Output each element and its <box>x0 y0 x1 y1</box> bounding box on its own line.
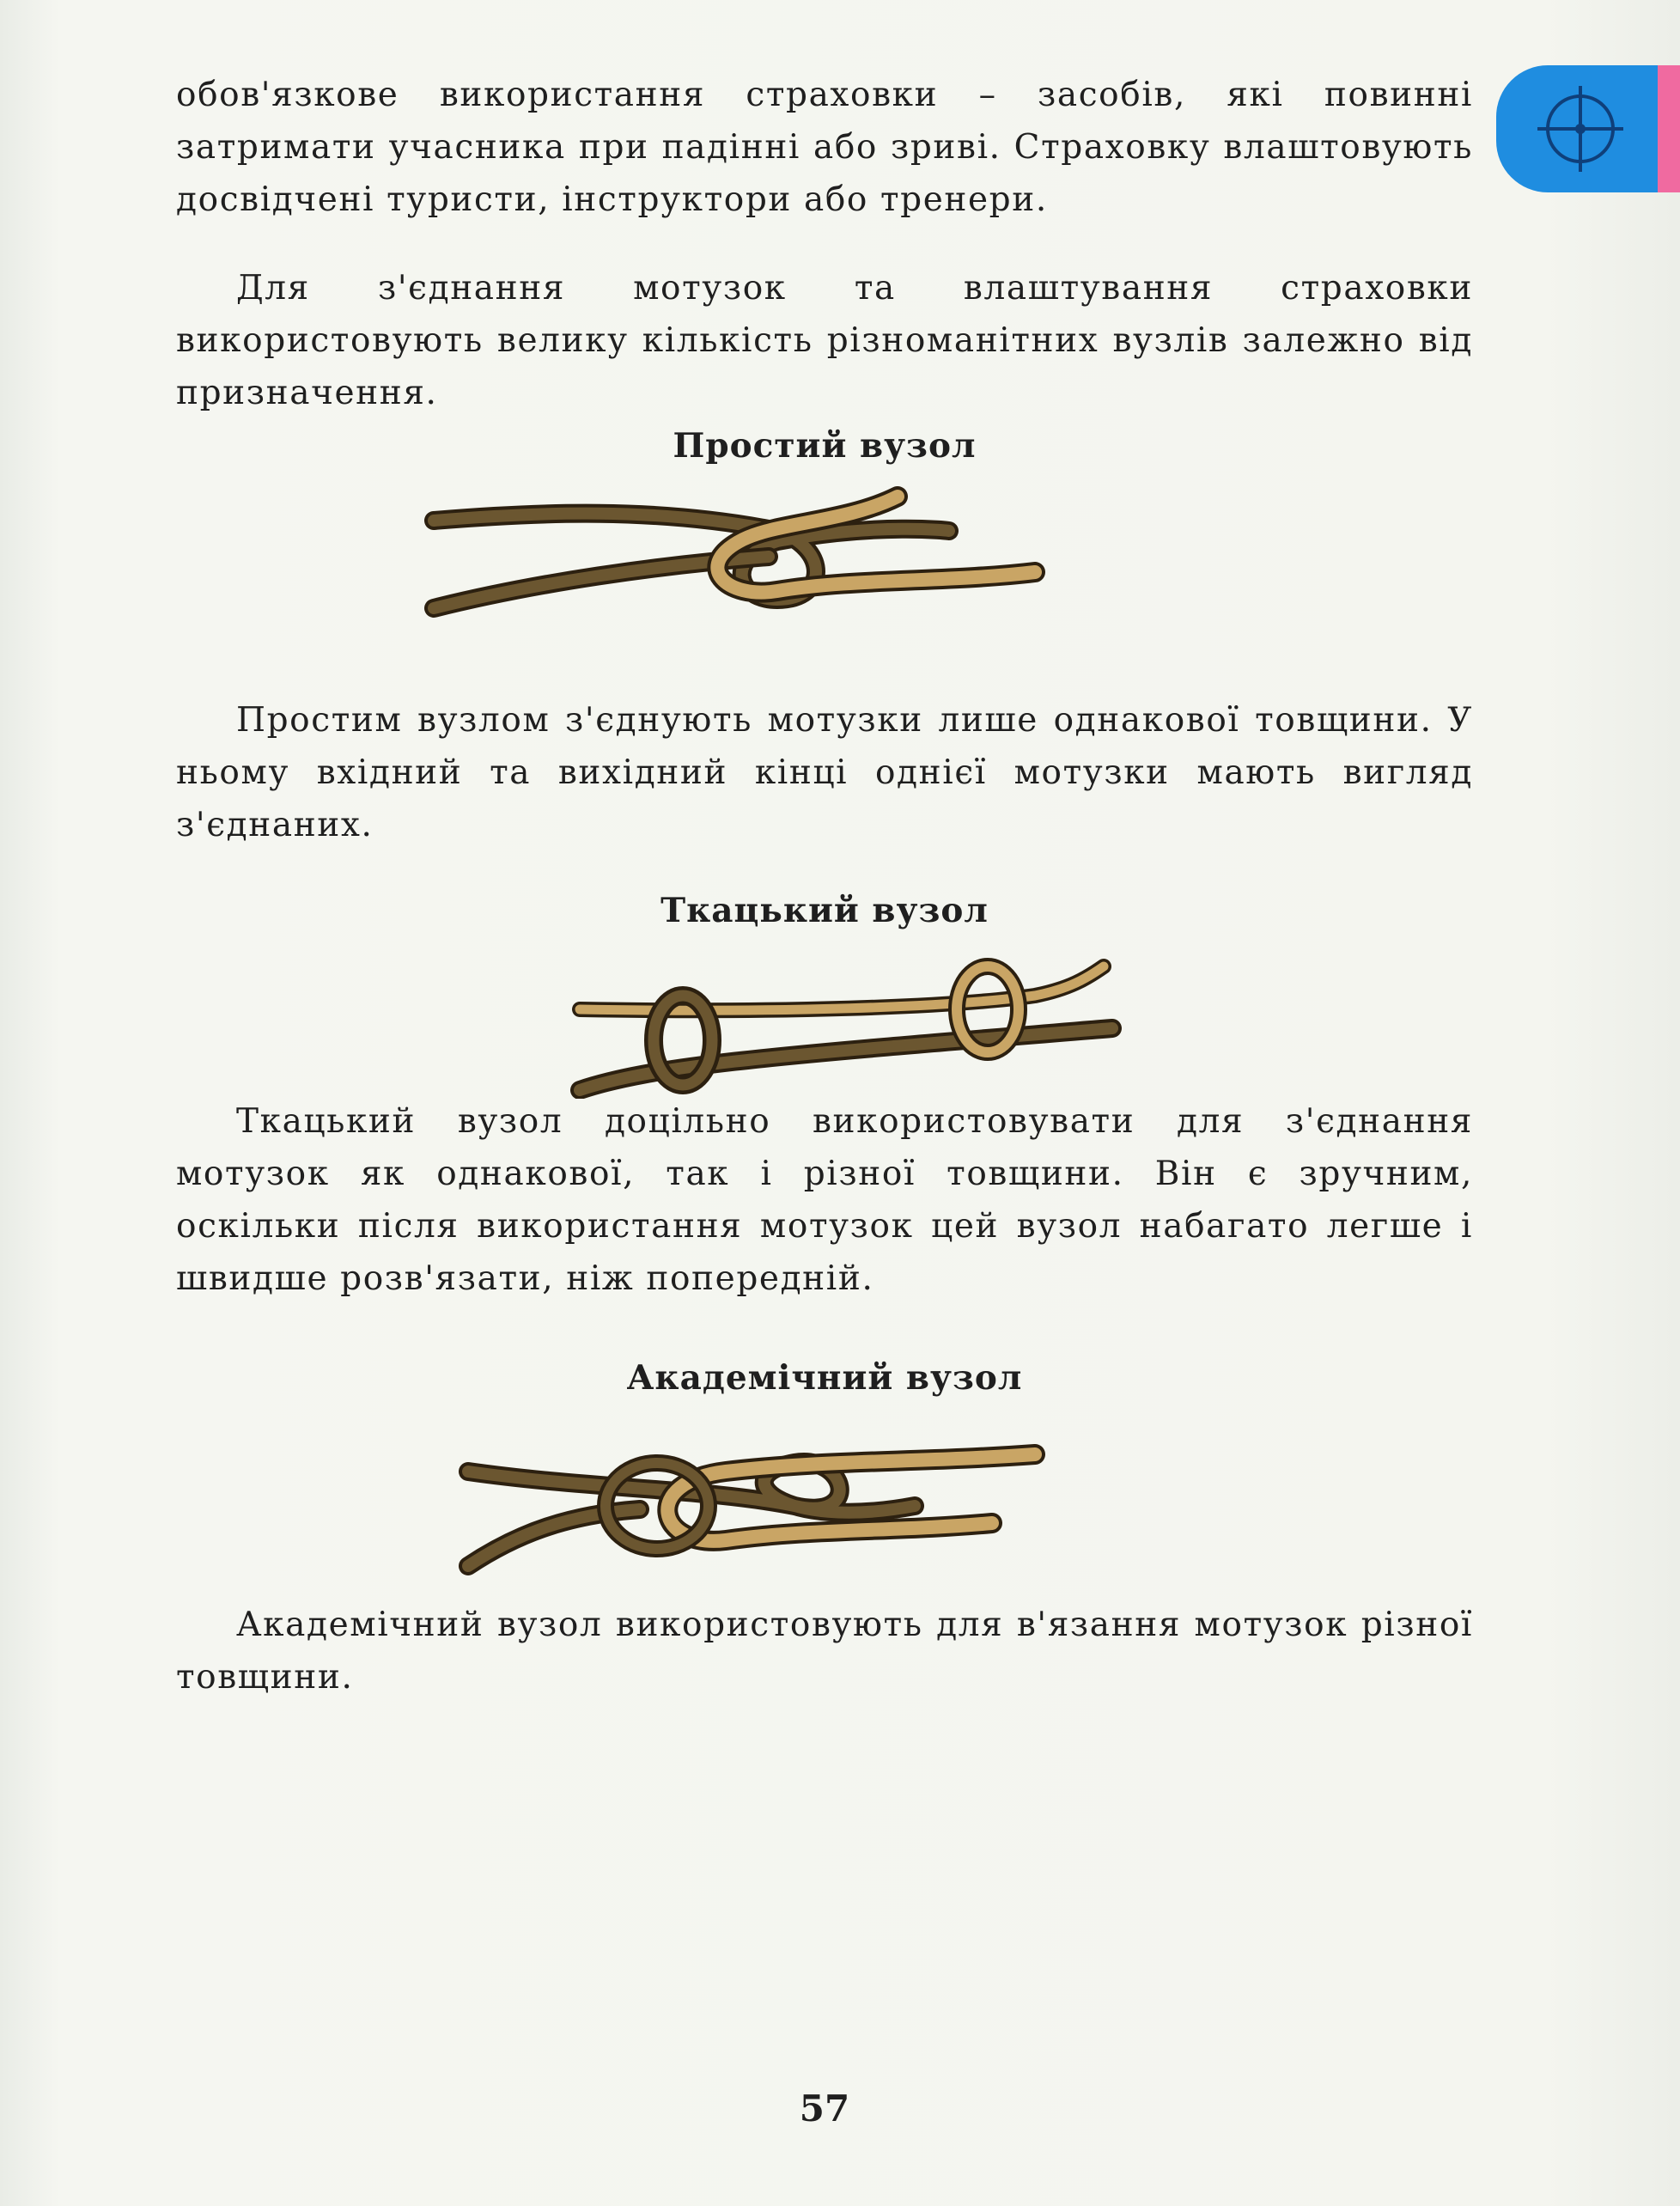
target-icon <box>1512 65 1640 192</box>
simple-knot-figure <box>176 471 1473 634</box>
section-description-weavers-knot: Ткацький вузол доцільно використовувати для з'єднання мотузок як однакової, так і різної товщини. Він є зручним, оскільки після використання мотузок цей вузол набагато легше і швидше розв'язати, ніж попередній. <box>176 1102 1473 1298</box>
page-number: 57 <box>799 2087 850 2130</box>
section-title-weavers-knot: Ткацький вузол <box>660 891 989 930</box>
chapter-tab-edge <box>1658 65 1680 192</box>
academic-knot-figure <box>176 1403 1473 1583</box>
section-description-academic-knot: Академічний вузол використовують для в'язання мотузок різної товщини. <box>176 1606 1473 1697</box>
intro-paragraph-2: Для з'єднання мотузок та влаштування страховки використовують велику кількість різноманітних вузлів залежно від призначення. <box>176 269 1473 412</box>
section-title-simple-knot: Простий вузол <box>673 426 977 466</box>
intro-paragraph-1: обов'язкове використання страховки – засобів, які повинні затримати учасника при падінні або зриві. Страховку влаштовують досвідчені туристи, інструктори або тренери. <box>176 76 1473 219</box>
chapter-tab <box>1496 65 1680 192</box>
academic-knot-illustration <box>176 1403 1473 1583</box>
weavers-knot-illustration <box>176 935 1473 1099</box>
simple-knot-illustration <box>176 471 1473 634</box>
section-description-simple-knot: Простим вузлом з'єднують мотузки лише однакової товщини. У ньому вхідний та вихідний кінці однієї мотузки мають вигляд з'єднаних. <box>176 701 1473 844</box>
weavers-knot-figure <box>176 935 1473 1099</box>
page-content <box>176 69 1473 1703</box>
section-title-academic-knot: Академічний вузол <box>626 1358 1023 1398</box>
